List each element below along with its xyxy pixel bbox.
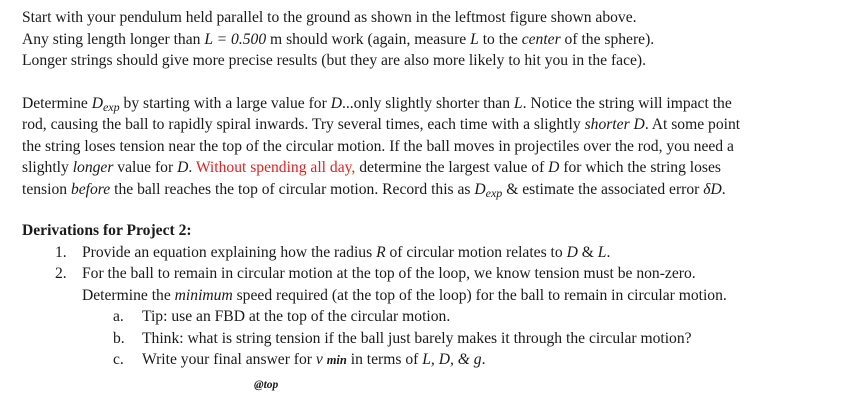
highlighted-warning: Without spending all day, xyxy=(195,159,356,176)
sub-list xyxy=(82,306,842,372)
length-equation: L = 0.500 xyxy=(204,30,267,48)
intro-paragraph xyxy=(22,7,842,72)
derivations-heading: Derivations for Project 2: xyxy=(22,222,192,239)
procedure-paragraph xyxy=(22,93,842,201)
list-item: b. Think: what is string tension if the ball just barely makes it through the circular motion? xyxy=(113,329,692,347)
procedure-line-1: Determine $D_{exp}$ by starting with a large value for D...only slightly shorter than L. Notice the string will impact the xyxy=(22,94,732,114)
intro-line-1: Start with your pendulum held parallel to the ground as shown in the leftmost figure shown above. xyxy=(22,9,637,26)
procedure-line-4: slightly longer value for D. Without spending all day, determine the largest value of D for which the string loses xyxy=(22,159,721,176)
list-item: c. Write your final answer for v min in terms of L, D, & g. xyxy=(113,351,486,368)
document-page xyxy=(22,7,842,372)
procedure-line-5: tension before the ball reaches the top of circular motion. Record this as $D_{exp}$ & estimate the associated error δD. xyxy=(22,180,726,200)
velocity-symbol: v xyxy=(315,351,323,368)
list-item: 1. Provide an equation explaining how the radius R of circular motion relates to D & L. xyxy=(55,243,611,261)
derivations-list xyxy=(22,242,842,372)
list-item: a. Tip: use an FBD at the top of the circular motion. xyxy=(113,308,451,325)
procedure-line-3: the string loses tension near the top of the circular motion. If the ball moves in projectiles over the rod, you need a xyxy=(22,137,734,155)
list-item: 2. For the ball to remain in circular motion at the top of the loop, we know tension must be non-zero. Determine the minimum speed required (at the top of the loop) for the ball to remain in circular motion. a. Tip: use an FBD at the top of the circular motion. b. Think: what is string tension if the ball just barely makes it through the circular motion? c. Write your final answer for v min in terms of L, D, & g. xyxy=(22,263,842,372)
at-top-subscript: @top xyxy=(254,379,279,391)
intro-line-3: Longer strings should give more precise results (but they are also more likely to hit you in the face). xyxy=(22,52,647,69)
intro-line-2: Any sting length longer than L = 0.500 m should work (again, measure L to the center of the sphere). xyxy=(22,30,655,48)
procedure-line-2: rod, causing the ball to rapidly spiral inwards. Try several times, each time with a slightly shorter D. At some point xyxy=(22,116,741,133)
